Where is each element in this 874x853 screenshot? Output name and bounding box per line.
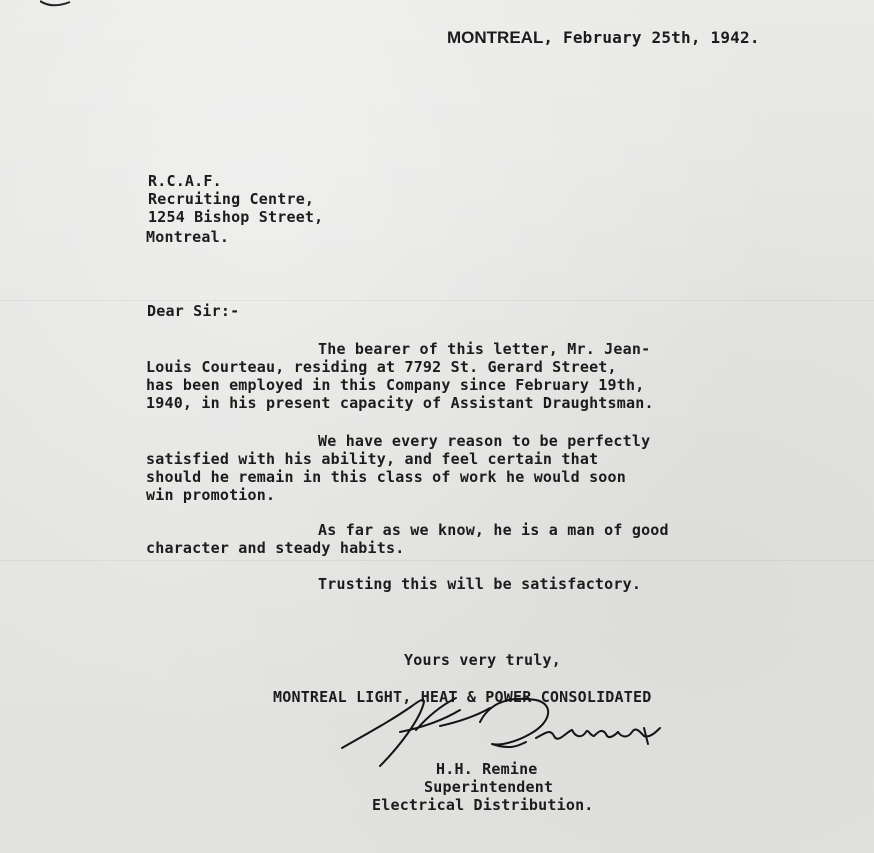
paper-fold: [0, 560, 874, 561]
body-line: Trusting this will be satisfactory.: [318, 575, 642, 593]
corner-mark: [40, 0, 74, 8]
recipient-line-4: Montreal.: [146, 228, 230, 246]
dateline-city: MONTREAL: [447, 28, 544, 47]
dateline: [447, 28, 760, 48]
body-line: character and steady habits.: [146, 539, 405, 557]
paper-fold: [0, 300, 874, 301]
complimentary-close: Yours very truly,: [404, 651, 561, 669]
salutation: Dear Sir:-: [147, 302, 240, 320]
dateline-date: , February 25th, 1942.: [543, 28, 760, 47]
body-line: The bearer of this letter, Mr. Jean-: [318, 340, 651, 358]
signatory-name: H.H. Remine: [436, 760, 538, 778]
body-line: As far as we know, he is a man of good: [318, 521, 669, 539]
body-line: 1940, in his present capacity of Assistant Draughtsman.: [146, 394, 654, 412]
body-line: Louis Courteau, residing at 7792 St. Gerard Street,: [146, 358, 617, 376]
recipient-line-1: R.C.A.F.: [148, 172, 222, 190]
body-line: has been employed in this Company since February 19th,: [146, 376, 645, 394]
body-line: should he remain in this class of work he would soon: [146, 468, 626, 486]
recipient-line-2: Recruiting Centre,: [148, 190, 315, 208]
recipient-line-3: 1254 Bishop Street,: [148, 208, 324, 226]
body-line: win promotion.: [146, 486, 276, 504]
signatory-department: Electrical Distribution.: [372, 796, 594, 814]
body-line: We have every reason to be perfectly: [318, 432, 651, 450]
company-name: MONTREAL LIGHT, HEAT & POWER CONSOLIDATED: [273, 688, 652, 706]
signatory-title: Superintendent: [424, 778, 554, 796]
body-line: satisfied with his ability, and feel certain that: [146, 450, 599, 468]
